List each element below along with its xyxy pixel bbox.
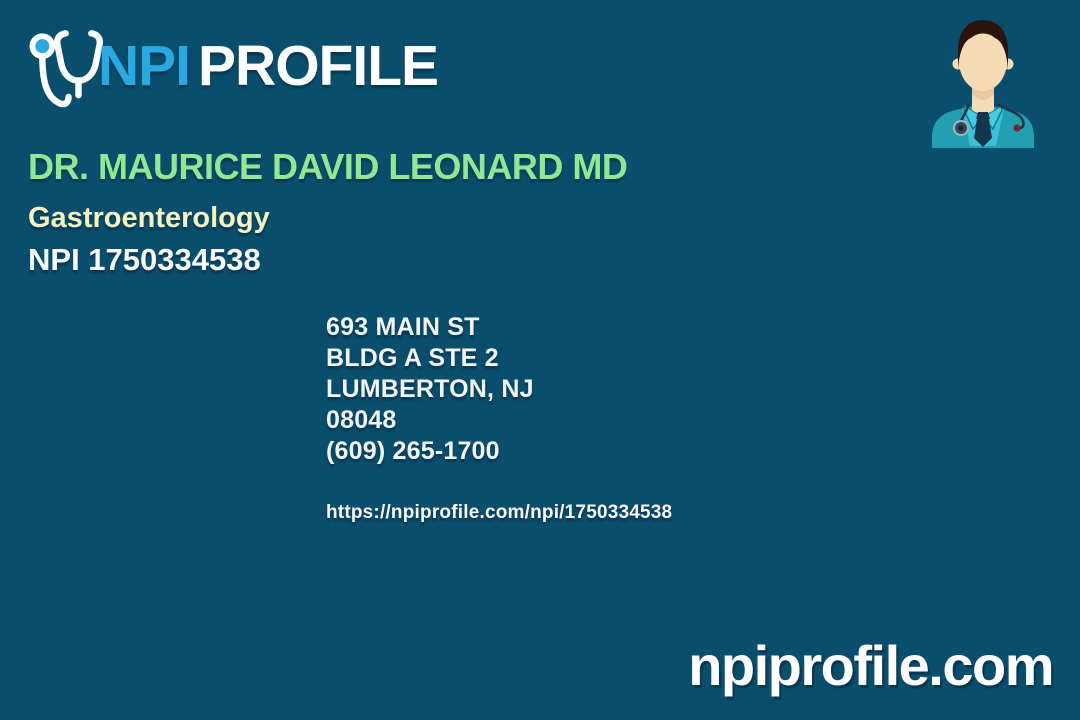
logo-profile: PROFILE (198, 34, 439, 98)
address-line-phone: (609) 265-1700 (326, 437, 500, 465)
logo (26, 24, 438, 108)
doctor-npi-number: NPI 1750334538 (28, 242, 261, 277)
address-line-city-state: LUMBERTON, NJ (326, 375, 534, 403)
address-line-suite: BLDG A STE 2 (326, 344, 499, 372)
address-line-street: 693 MAIN ST (326, 313, 480, 341)
doctor-avatar-icon (928, 16, 1038, 148)
logo-npi: NPI (98, 34, 191, 98)
logo-text (98, 24, 438, 108)
address-line-zip: 08048 (326, 406, 397, 434)
doctor-name: DR. MAURICE DAVID LEONARD MD (28, 146, 628, 187)
profile-url-link[interactable]: https://npiprofile.com/npi/1750334538 (326, 502, 673, 523)
doctor-specialty: Gastroenterology (28, 202, 270, 234)
footer-site-name: npiprofile.com (688, 634, 1053, 697)
practice-address (326, 312, 534, 467)
